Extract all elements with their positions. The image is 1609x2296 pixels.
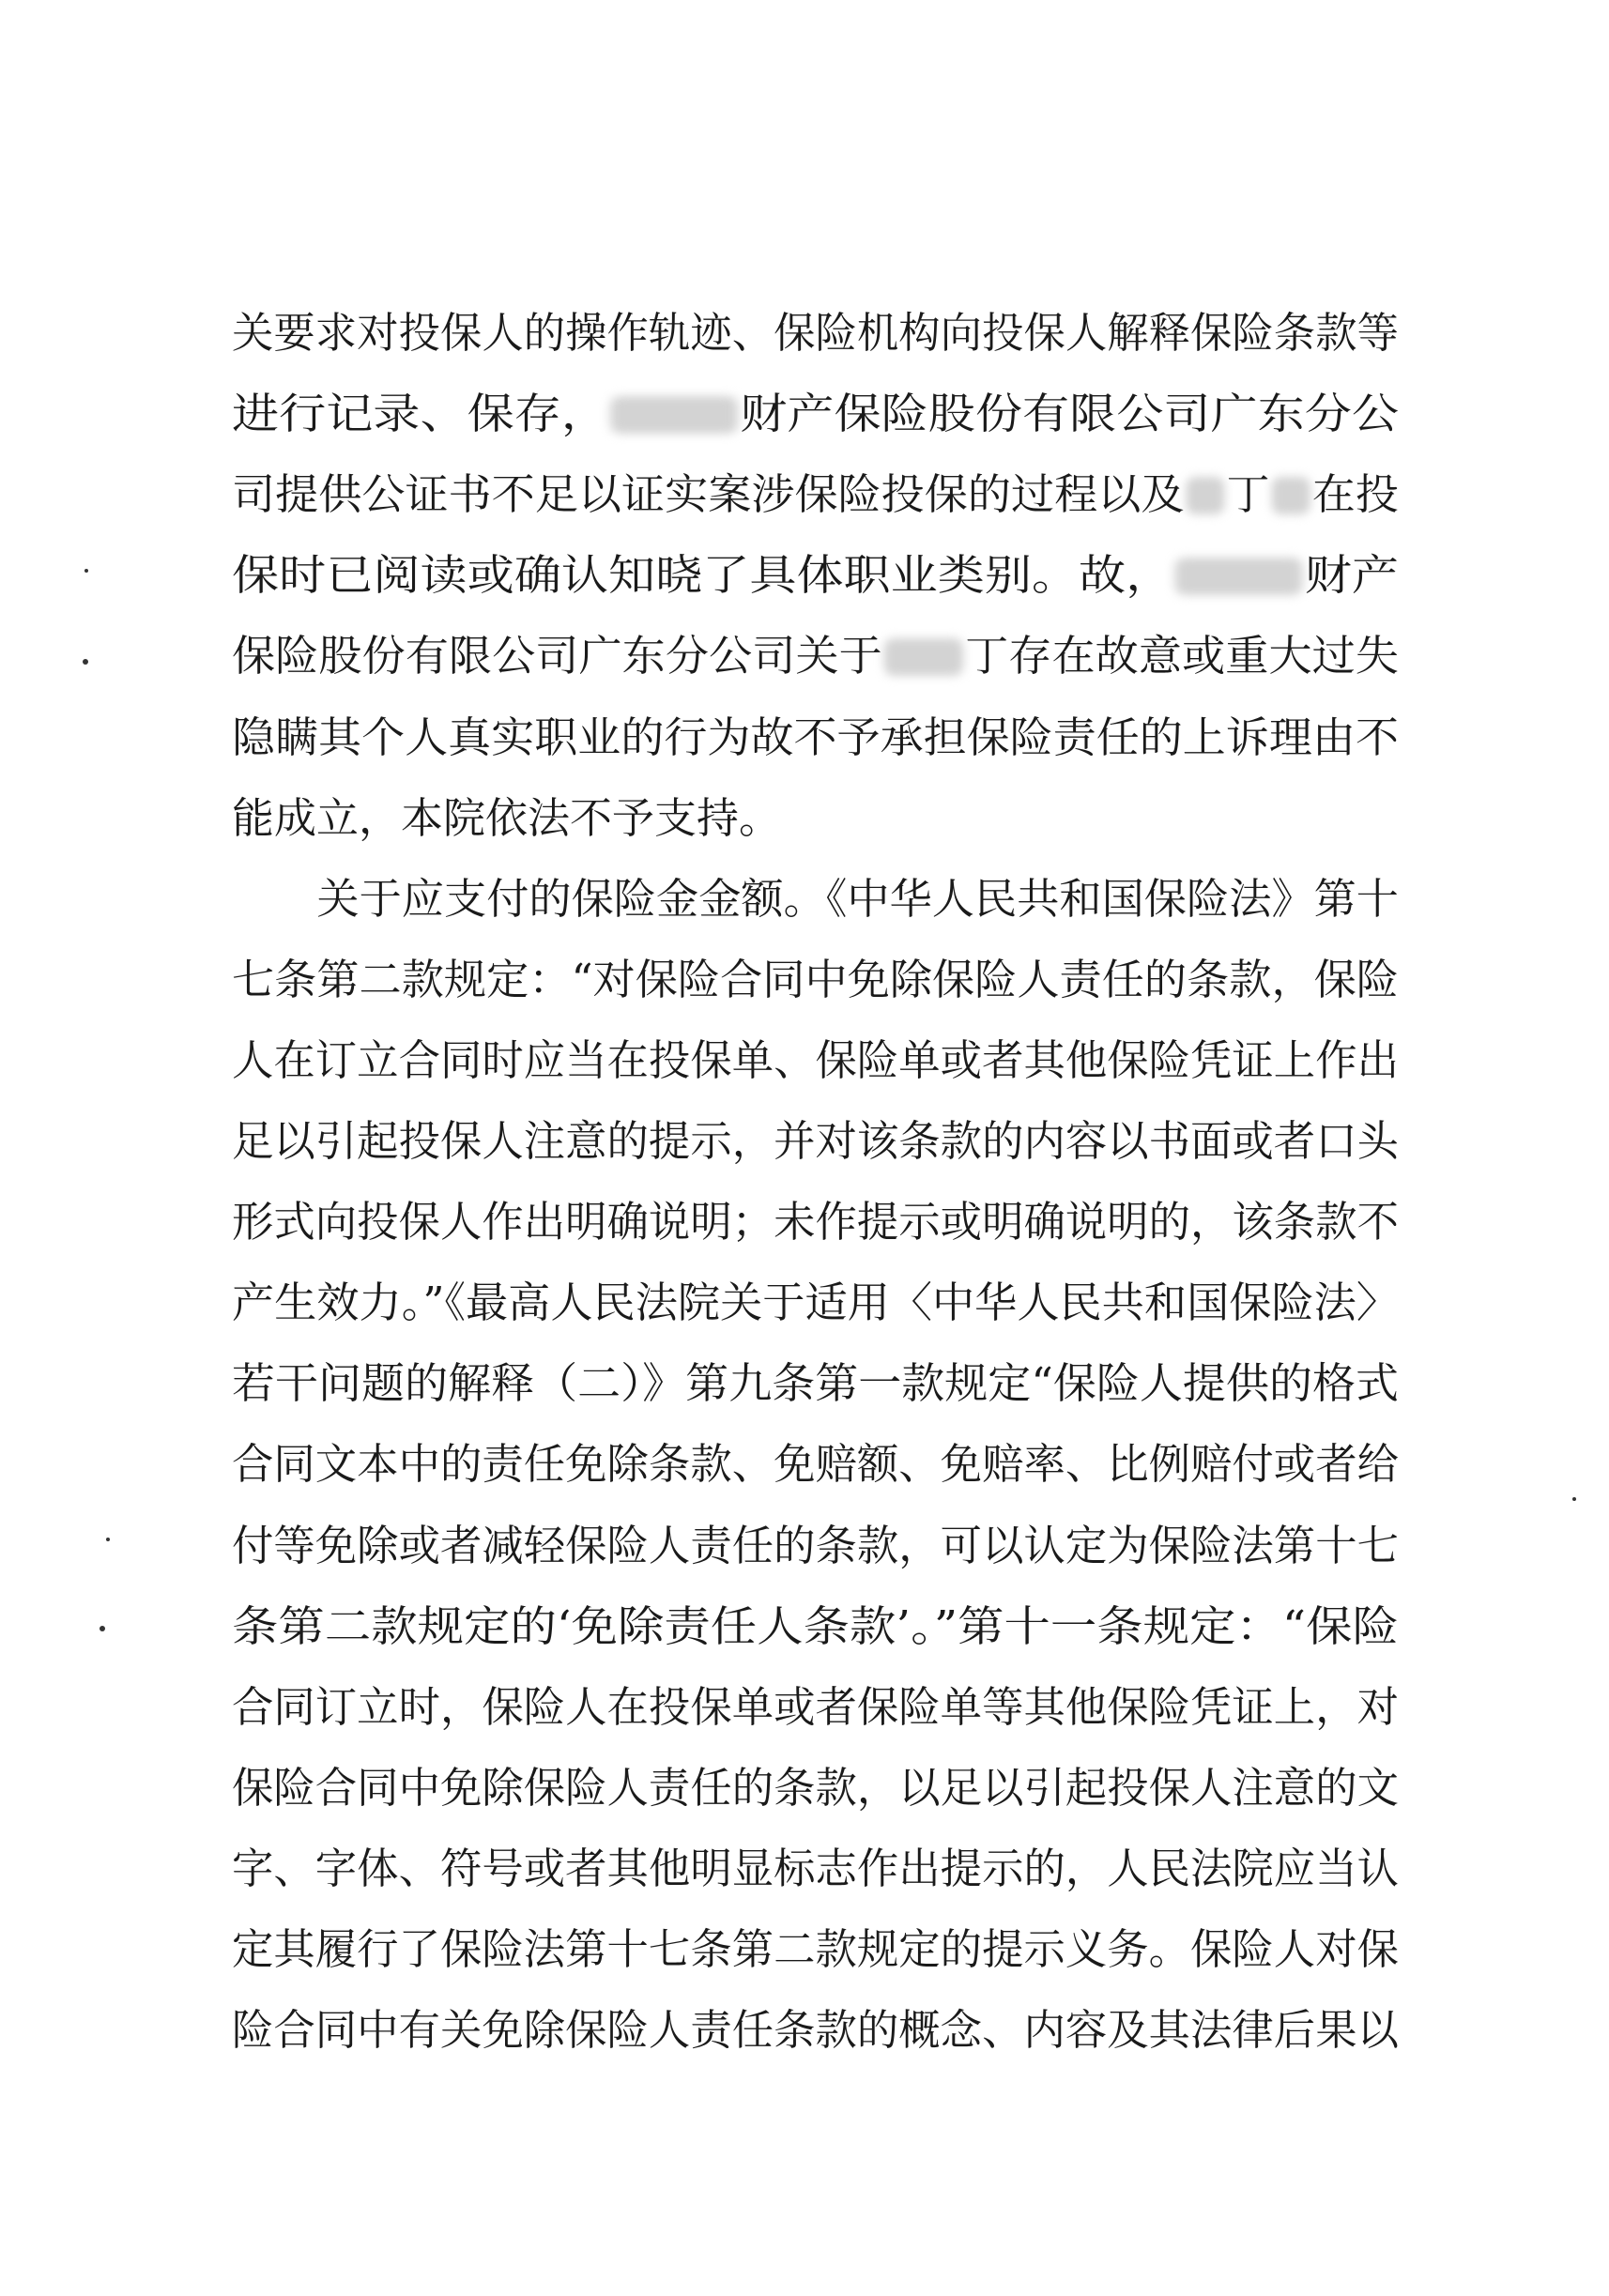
text-line [232, 535, 1399, 616]
redacted-name [884, 638, 963, 676]
text-line [232, 1829, 1399, 1909]
text-line [232, 1182, 1399, 1263]
text-line-content [232, 1506, 1399, 1586]
text-line-content [232, 374, 1399, 454]
text-segment: 七条第二款规定：“对保险合同中免除保险人责任的条款，保险 [232, 954, 1399, 1004]
redacted-name [610, 396, 738, 434]
redacted-name [1175, 558, 1303, 595]
text-line [232, 1990, 1399, 2071]
text-segment: 存在故意或重大过失 [1008, 631, 1399, 681]
text-segment: 隐瞒其个人真实职业的行为故不予承担保险责任的上诉理由不 [232, 712, 1399, 762]
text-line-content [232, 778, 781, 859]
text-segment: 付等免除或者减轻保险人责任的条款，可以认定为保险法第十七 [232, 1520, 1399, 1570]
text-line [232, 1263, 1399, 1343]
text-segment: 字、字体、符号或者其他明显标志作出提示的，人民法院应当认 [232, 1843, 1399, 1893]
text-line-content [232, 1748, 1399, 1829]
text-line [232, 374, 1399, 454]
redacted-name [1272, 477, 1310, 514]
text-segment: 合同文本中的责任免除条款、免赔额、免赔率、比例赔付或者给 [232, 1439, 1399, 1490]
text-segment: 合同订立时，保险人在投保单或者保险单等其他保险凭证上，对 [232, 1681, 1399, 1732]
text-line [232, 940, 1399, 1020]
text-line-content [232, 1990, 1399, 2071]
text-line-content [232, 1263, 1399, 1343]
text-line-content [232, 1909, 1399, 1990]
text-line-content [232, 1020, 1399, 1101]
text-line-content [232, 454, 1399, 535]
text-line [232, 1909, 1399, 1990]
text-segment: 定其履行了保险法第十七条第二款规定的提示义务。保险人对保 [232, 1924, 1399, 1974]
text-line-content [232, 1343, 1399, 1424]
text-line-content [232, 293, 1399, 374]
text-line [232, 859, 1399, 940]
text-segment: 财产保险股份有限公司广东分公 [740, 389, 1399, 439]
text-line [232, 1343, 1399, 1424]
text-line [232, 1020, 1399, 1101]
text-line [232, 1424, 1399, 1505]
margin-mark [83, 659, 88, 665]
text-line-content [232, 616, 1399, 696]
text-segment: 能成立，本院依法不予支持。 [232, 792, 782, 843]
text-segment: 关于应支付的保险金金额。《中华人民共和国保险法》第十 [232, 873, 1399, 924]
text-segment: 条第二款规定的‘免除责任人条款’。”第十一条规定：“保险 [232, 1600, 1399, 1651]
text-segment: 形式向投保人作出明确说明；未作提示或明确说明的，该条款不 [232, 1197, 1399, 1247]
text-line [232, 778, 1399, 859]
text-segment: 司提供公证书不足以证实案涉保险投保的过程以及 [232, 469, 1185, 520]
text-line [232, 454, 1399, 535]
text-segment: 丁 [1226, 469, 1270, 520]
text-line-content [232, 1101, 1399, 1182]
text-segment: 产生效力。”《最高人民法院关于适用〈中华人民共和国保险法〉 [232, 1278, 1399, 1328]
text-line-content [232, 1182, 1399, 1263]
text-line [232, 1667, 1399, 1748]
text-line [232, 1586, 1399, 1667]
text-line-content [232, 697, 1399, 778]
margin-mark [1572, 1497, 1576, 1501]
text-line [232, 1506, 1399, 1586]
redacted-name [1187, 477, 1225, 514]
text-segment: 关要求对投保人的操作轨迹、保险机构向投保人解释保险条款等 [232, 308, 1399, 358]
text-line [232, 1748, 1399, 1829]
text-segment: 人在订立合同时应当在投保单、保险单或者其他保险凭证上作出 [232, 1034, 1399, 1085]
text-line [232, 293, 1399, 374]
text-segment: 保险股份有限公司广东分公司关于 [232, 631, 882, 681]
text-segment: 若干问题的解释（二）》第九条第一款规定“保险人提供的格式 [232, 1358, 1399, 1409]
text-line-content [232, 1424, 1399, 1505]
text-segment: 丁 [965, 631, 1009, 681]
text-line-content [232, 859, 1399, 940]
text-line-content [232, 1829, 1399, 1909]
text-line [232, 1101, 1399, 1182]
text-segment: 进行记录、保存， [232, 389, 608, 439]
text-line-content [232, 1586, 1399, 1667]
margin-mark [100, 1626, 105, 1631]
text-line [232, 616, 1399, 696]
text-segment: 财产 [1304, 550, 1399, 601]
text-segment: 保时已阅读或确认知晓了具体职业类别。故， [232, 550, 1173, 601]
margin-mark [106, 1538, 110, 1541]
text-line-content [232, 535, 1399, 616]
text-line-content [232, 940, 1399, 1020]
margin-mark [84, 569, 88, 573]
text-segment: 足以引起投保人注意的提示，并对该条款的内容以书面或者口头 [232, 1116, 1399, 1166]
text-segment: 在投 [1311, 469, 1399, 520]
text-segment: 保险合同中免除保险人责任的条款，以足以引起投保人注意的文 [232, 1762, 1399, 1813]
text-line-content [232, 1667, 1399, 1748]
text-segment: 险合同中有关免除保险人责任条款的概念、内容及其法律后果以 [232, 2005, 1399, 2056]
text-line [232, 697, 1399, 778]
